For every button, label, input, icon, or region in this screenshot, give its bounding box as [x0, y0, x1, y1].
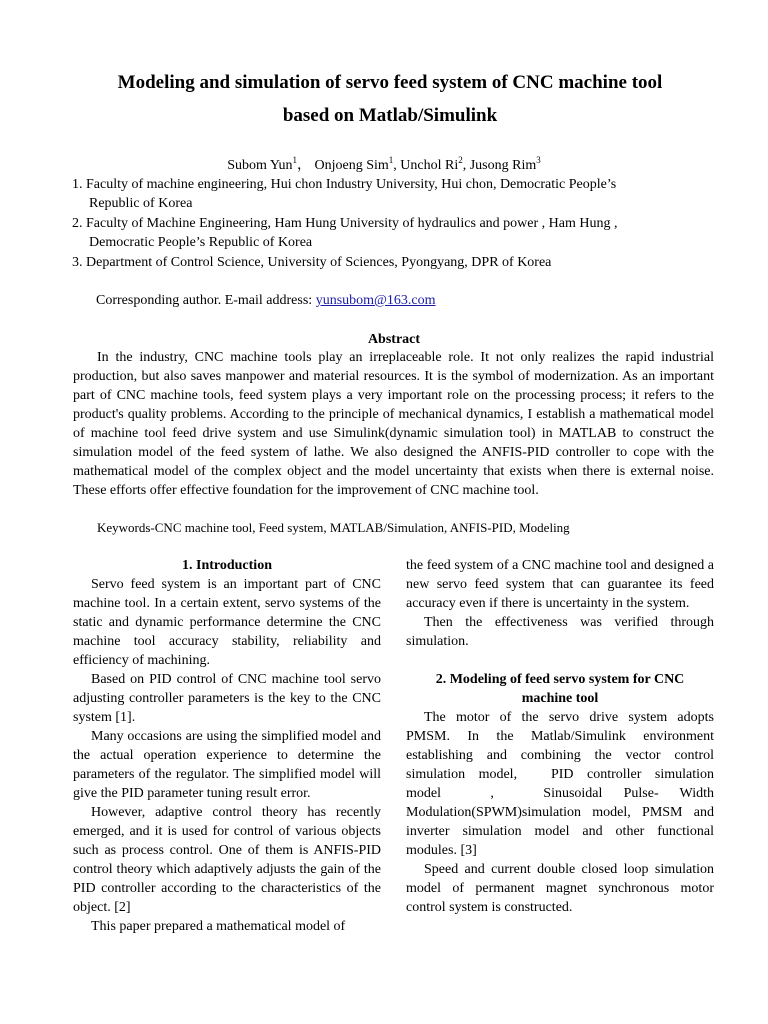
corresponding-author: [96, 291, 436, 310]
email-link[interactable]: yunsubom@163.com: [315, 293, 436, 308]
paragraph: Then the effectiveness was verified through simulation.: [406, 615, 714, 649]
paragraph: Many occasions are using the simplified model and the actual operation experience to determine the parameters of the regulator. The simplified model will give the PID parameter tuning result error.: [73, 729, 381, 801]
abstract-text: In the industry, CNC machine tools play an irreplaceable role. It not only realizes the rapid industrial production, but also saves manpower and material resources. It is the symbol of modernization. As an important part of CNC machine tools, feed system plays a very important role on the processing process; it refers to the product's quality problems. According to the principle of mechanical dynamics, I establish a mathematical model of machine tool feed drive system and use Simulink(dynamic simulation tool) in MATLAB to construct the simulation model of the feed system of lathe. We also designed the ANFIS-PID controller to cope with the mathematical model of the complex object and the model uncertainty that exists when there is external noise. These efforts offer effective foundation for the improvement of CNC machine tool.: [73, 350, 714, 498]
paragraph-continuation: the feed system of a CNC machine tool and designed a new servo feed system that can guarantee its feed accuracy even if there is uncertainty in the system.: [406, 558, 714, 611]
paragraph: Based on PID control of CNC machine tool servo adjusting controller parameters is the key to the CNC system [1].: [73, 672, 381, 725]
affiliation-3: 3. Department of Control Science, University of Sciences, Pyongyang, DPR of Korea: [72, 255, 552, 270]
paper-title: [60, 66, 720, 132]
paragraph: Speed and current double closed loop simulation model of permanent magnet synchronous motor control system is constructed.: [406, 862, 714, 915]
paragraph: However, adaptive control theory has recently emerged, and it is used for control of various objects such as process control. One of them is ANFIS-PID control theory which adaptively adjusts the gain of the PID controller according to the characteristics of the object. [2]: [73, 805, 381, 915]
affiliation-2: 2. Faculty of Machine Engineering, Ham Hung University of hydraulics and power , Ham Hung , Democratic People’s Republic of Korea: [72, 216, 618, 250]
author-4: Jusong Rim$^3$: [469, 155, 541, 173]
section-2-heading: 2. Modeling of feed servo system for CNC machine tool: [435, 672, 685, 706]
author-list: [0, 156, 768, 175]
right-column: [406, 556, 714, 917]
title-line-2: based on Matlab/Simulink: [282, 105, 498, 126]
author-2: Onjoeng Sim$^1$,: [314, 155, 401, 173]
title-line-1: Modeling and simulation of servo feed system of CNC machine tool: [117, 72, 663, 93]
author-3: Unchol Ri$^2$,: [400, 155, 470, 173]
paragraph: The motor of the servo drive system adopts PMSM. In the Matlab/Simulink environment establishing and combining the vector control simulation model, PID controller simulation model , Sinusoidal Pulse- Width Modulation(SPWM)simulation model, PMSM and inverter simulation model and other functional modules. [3]: [406, 710, 714, 858]
corresponding-label: Corresponding author. E-mail address:: [96, 293, 316, 308]
author-1: Subom Yun$^1$，: [227, 155, 311, 173]
left-column: [73, 556, 381, 936]
section-1-heading: 1. Introduction: [182, 558, 272, 573]
abstract-heading: Abstract: [367, 332, 421, 347]
affiliation-1: 1. Faculty of machine engineering, Hui chon Industry University, Hui chon, Democratic People’s Republic of Korea: [72, 177, 617, 211]
keywords: Keywords-CNC machine tool, Feed system, MATLAB/Simulation, ANFIS-PID, Modeling: [97, 520, 570, 535]
paragraph: Servo feed system is an important part of CNC machine tool. In a certain extent, servo systems of the static and dynamic performance determine the CNC machine tool accuracy stability, reliability and efficiency of machining.: [73, 577, 381, 668]
paragraph: This paper prepared a mathematical model of: [91, 919, 346, 934]
